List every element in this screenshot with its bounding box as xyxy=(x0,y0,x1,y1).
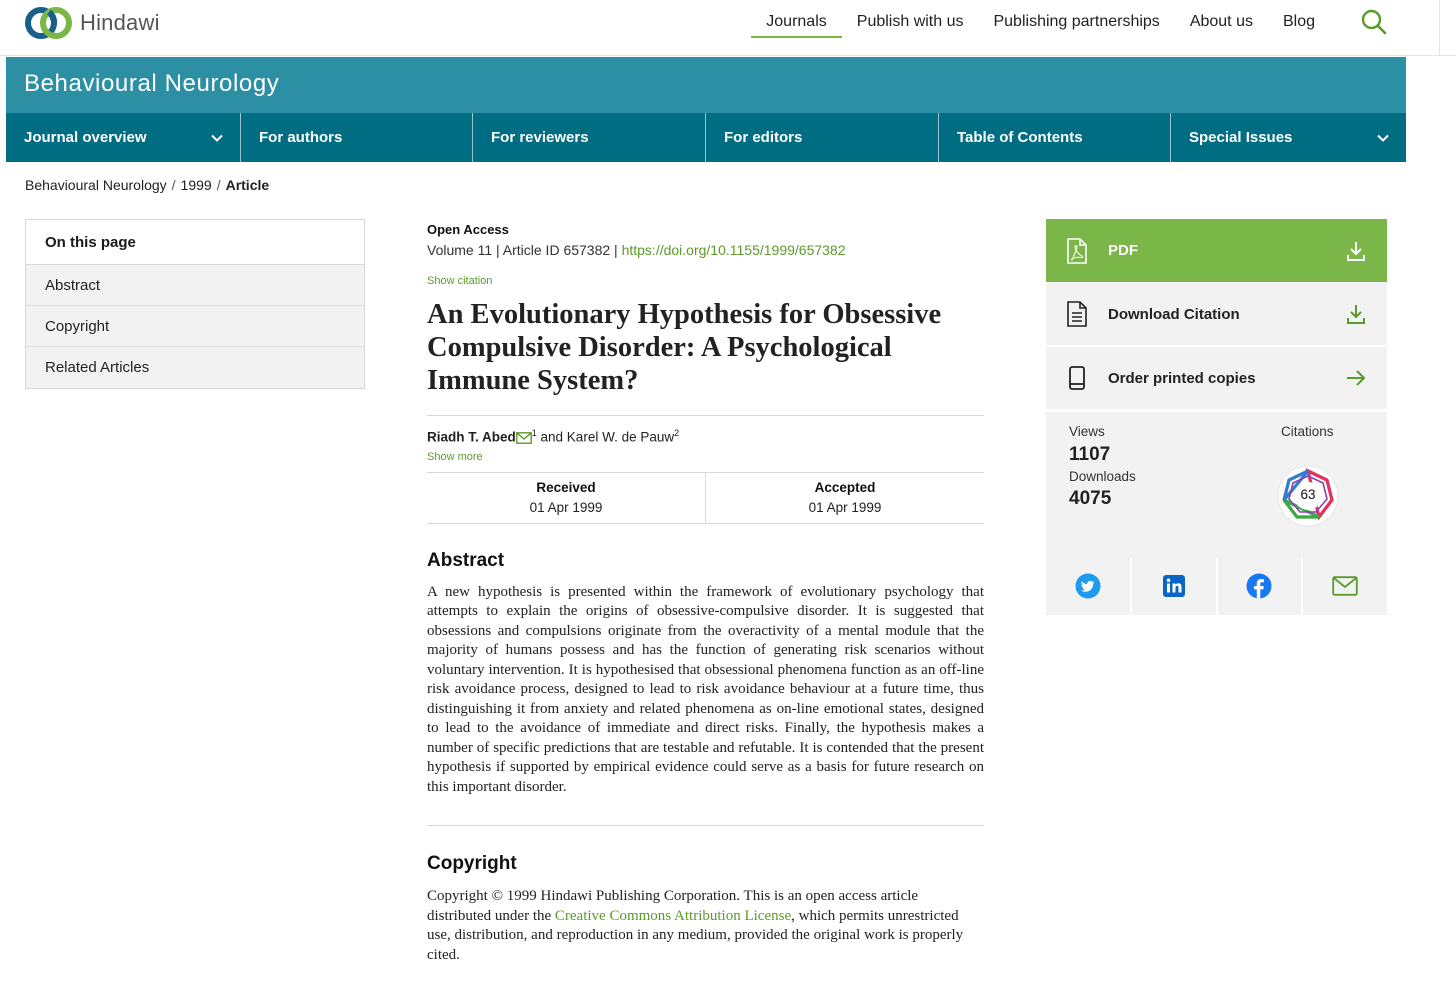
article-dates xyxy=(427,472,984,524)
accepted-label: Accepted xyxy=(814,479,876,495)
nav-blog[interactable]: Blog xyxy=(1282,13,1315,30)
journal-nav-editors[interactable] xyxy=(706,113,939,162)
journal-nav-special-issues[interactable] xyxy=(1171,113,1406,162)
received-label: Received xyxy=(536,479,596,495)
share-bar xyxy=(1046,557,1387,615)
divider xyxy=(427,415,984,416)
received-value: 01 Apr 1999 xyxy=(529,499,603,515)
hindawi-logo[interactable] xyxy=(24,3,160,43)
citations-badge[interactable] xyxy=(1277,465,1339,527)
journal-nav-overview[interactable] xyxy=(6,113,241,162)
toc-item-copyright[interactable]: Copyright xyxy=(26,306,364,347)
twitter-icon xyxy=(1075,573,1101,599)
author-name[interactable]: Riadh T. Abed xyxy=(427,429,516,445)
cc-license-link[interactable]: Creative Commons Attribution License xyxy=(554,907,792,924)
downloads-count: 4075 xyxy=(1069,488,1112,509)
views-label: Views xyxy=(1069,424,1105,439)
facebook-icon xyxy=(1246,573,1272,599)
abstract-text: A new hypothesis is presented within the framework of evolutionary psychology that attempts to explain the origins of obsessive-compulsive disorder. It is suggested that obsessions and compulsions originate from the overactivity of a mental module that the majority of humans possess and has the function of generating risk scenarios without voluntary intervention. It is hypothesised that obsessional phenomena function as an off-line risk avoidance process, designed to lead to risk avoidance behaviour at a future time, thus distinguishing it from anxiety and related phenomena as on-line emotional states, designed to lead to the avoidance of immediate and direct risks. Finally, the hypothesis makes a number of specific predictions that are testable and refutable. It is contended that the present hypothesis if supported by empirical evidence could serve as a basis for future research on this important disorder. xyxy=(427,583,984,795)
share-facebook-button[interactable] xyxy=(1218,557,1302,615)
article-main xyxy=(427,222,984,965)
linkedin-icon xyxy=(1162,574,1186,598)
journal-nav-toc[interactable] xyxy=(939,113,1171,162)
on-this-page-heading: On this page xyxy=(26,220,364,265)
copyright-text-end: , which permits unrestricted use, distribution, and reproduction in any medium, provided the original work is properly cited. xyxy=(427,907,964,963)
nav-journals[interactable]: Journals xyxy=(751,1,841,43)
download-icon xyxy=(1345,240,1367,262)
received-date xyxy=(427,473,706,523)
pdf-label: PDF xyxy=(1108,242,1138,259)
book-icon xyxy=(1066,365,1088,391)
journal-nav-reviewers[interactable] xyxy=(473,113,706,162)
download-icon xyxy=(1345,303,1367,325)
journal-nav xyxy=(6,113,1406,162)
article-meta xyxy=(427,242,984,258)
breadcrumb-year[interactable]: 1999 xyxy=(180,177,212,193)
journal-title[interactable]: Behavioural Neurology xyxy=(24,70,280,97)
pdf-file-icon xyxy=(1066,238,1088,264)
copyright-text xyxy=(427,887,984,965)
order-printed-copies-button[interactable] xyxy=(1046,347,1387,410)
accepted-date xyxy=(706,473,984,523)
download-citation-label: Download Citation xyxy=(1108,305,1240,323)
share-twitter-button[interactable] xyxy=(1046,557,1130,615)
email-icon xyxy=(1332,576,1358,596)
open-access-label: Open Access xyxy=(427,222,509,237)
views-count: 1107 xyxy=(1069,444,1111,465)
chevron-down-icon xyxy=(210,131,224,145)
breadcrumb-current: Article xyxy=(225,177,270,193)
search-icon[interactable] xyxy=(1360,8,1388,36)
main-nav xyxy=(751,0,1456,44)
journal-nav-authors[interactable] xyxy=(241,113,473,162)
doi-link[interactable]: https://doi.org/10.1155/1999/657382 xyxy=(621,242,846,258)
article-title: An Evolutionary Hypothesis for Obsessive Compulsive Disorder: A Psychological Immune System? xyxy=(427,299,942,396)
document-icon xyxy=(1066,301,1088,327)
show-citation-link[interactable]: Show citation xyxy=(427,275,493,287)
abstract-heading: Abstract xyxy=(427,549,505,571)
divider xyxy=(427,825,984,826)
journal-nav-label: For editors xyxy=(724,129,803,146)
author-list xyxy=(427,428,984,445)
order-copies-label: Order printed copies xyxy=(1108,369,1256,387)
nav-about-us[interactable]: About us xyxy=(1189,13,1253,30)
journal-banner xyxy=(6,57,1406,113)
pdf-download-button[interactable] xyxy=(1046,219,1387,282)
download-citation-button[interactable] xyxy=(1046,283,1387,346)
citations-label: Citations xyxy=(1281,424,1334,439)
share-linkedin-button[interactable] xyxy=(1132,557,1216,615)
hindawi-logo-icon xyxy=(24,3,74,43)
on-this-page xyxy=(25,219,365,389)
breadcrumb xyxy=(25,177,269,193)
logo-text: Hindawi xyxy=(80,10,160,35)
journal-nav-label: Special Issues xyxy=(1189,129,1293,146)
journal-nav-label: Journal overview xyxy=(24,129,147,146)
affiliation-marker[interactable]: 2 xyxy=(674,428,680,438)
downloads-label: Downloads xyxy=(1069,469,1136,484)
accepted-value: 01 Apr 1999 xyxy=(808,499,882,515)
breadcrumb-separator: / xyxy=(216,177,221,193)
citations-count: 63 xyxy=(1300,487,1316,502)
mail-icon[interactable] xyxy=(516,432,532,444)
breadcrumb-journal[interactable]: Behavioural Neurology xyxy=(25,177,167,193)
journal-nav-label: Table of Contents xyxy=(957,129,1083,146)
nav-publish-with-us[interactable]: Publish with us xyxy=(856,13,964,30)
scrollbar-edge xyxy=(1439,0,1440,56)
journal-nav-label: For reviewers xyxy=(491,129,589,146)
journal-nav-label: For authors xyxy=(259,129,343,146)
toc-item-related-articles[interactable]: Related Articles xyxy=(26,347,364,388)
toc-item-abstract[interactable]: Abstract xyxy=(26,265,364,306)
copyright-text-start: Copyright © 1999 Hindawi Publishing Corporation. This is an open access article distributed under the xyxy=(427,888,919,924)
article-meta-text: Volume 11 | Article ID 657382 | xyxy=(427,242,622,258)
breadcrumb-separator: / xyxy=(171,177,176,193)
copyright-heading: Copyright xyxy=(427,853,517,874)
author-name[interactable]: and Karel W. de Pauw xyxy=(536,429,675,445)
arrow-right-icon xyxy=(1345,367,1367,389)
show-more-link[interactable]: Show more xyxy=(427,450,483,463)
share-email-button[interactable] xyxy=(1303,557,1387,615)
nav-publishing-partnerships[interactable]: Publishing partnerships xyxy=(993,13,1160,30)
affiliation-marker[interactable]: 1 xyxy=(531,428,537,438)
chevron-down-icon xyxy=(1376,131,1390,145)
site-header xyxy=(0,0,1456,56)
